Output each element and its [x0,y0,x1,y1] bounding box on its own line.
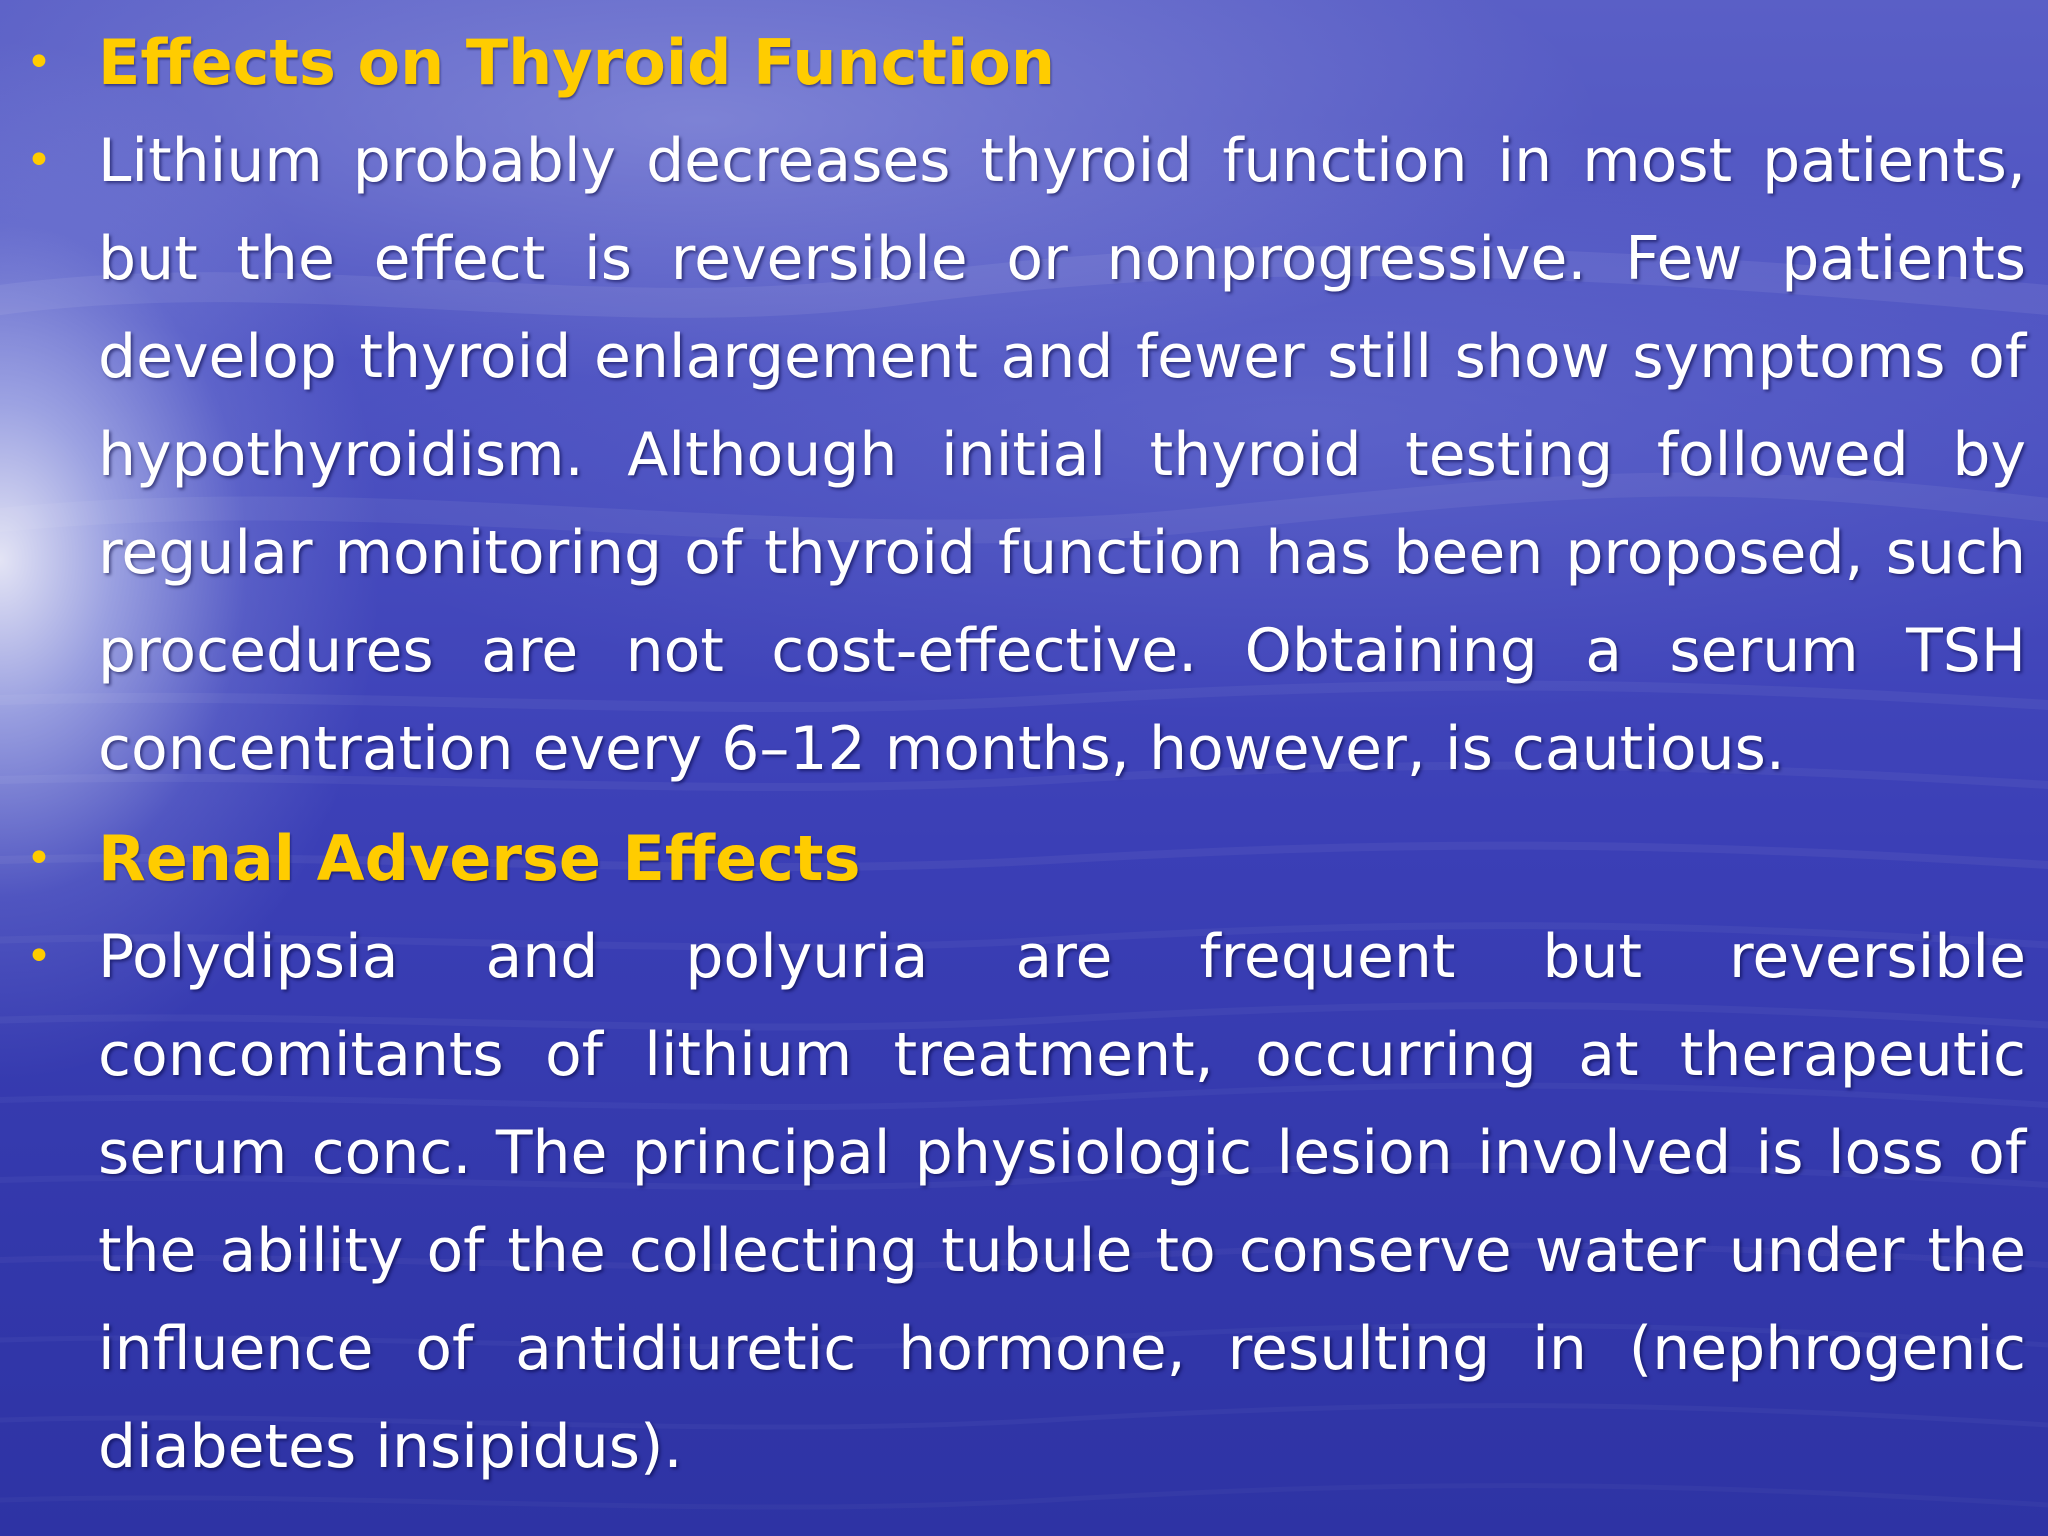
paragraph-thyroid: Lithium probably decreases thyroid function in most patients, but the effect is reversible or nonprogressive. Few patients develop thyroid enlargement and fewer still show symptoms of hypothyroidism. Although initial thyroid testing followed by regular monitoring of thyroid function has been proposed, such procedures are not cost-effective. Obtaining a serum TSH concentration every 6–12 months, however, is cautious. [98,126,2026,784]
slide-content [0,14,2048,1496]
bullet-dot: • [26,931,52,982]
bullet-dot: • [26,833,52,884]
bullet-heading-renal [0,810,2048,908]
paragraph-renal: Polydipsia and polyuria are frequent but reversible concomitants of lithium treatment, occurring at therapeutic serum conc. The principal physiologic lesion involved is loss of the ability of the collecting tubule to conserve water under the influence of antidiuretic hormone, resulting in (nephrogenic diabetes insipidus). [98,922,2026,1482]
bullet-renal-paragraph [0,908,2048,1496]
bullet-dot: • [26,135,52,186]
bullet-dot: • [26,37,52,88]
bullet-thyroid-paragraph [0,112,2048,798]
heading-renal-adverse-effects: Renal Adverse Effects [98,822,861,895]
bullet-heading-thyroid [0,14,2048,112]
heading-thyroid-function: Effects on Thyroid Function [98,26,1055,99]
